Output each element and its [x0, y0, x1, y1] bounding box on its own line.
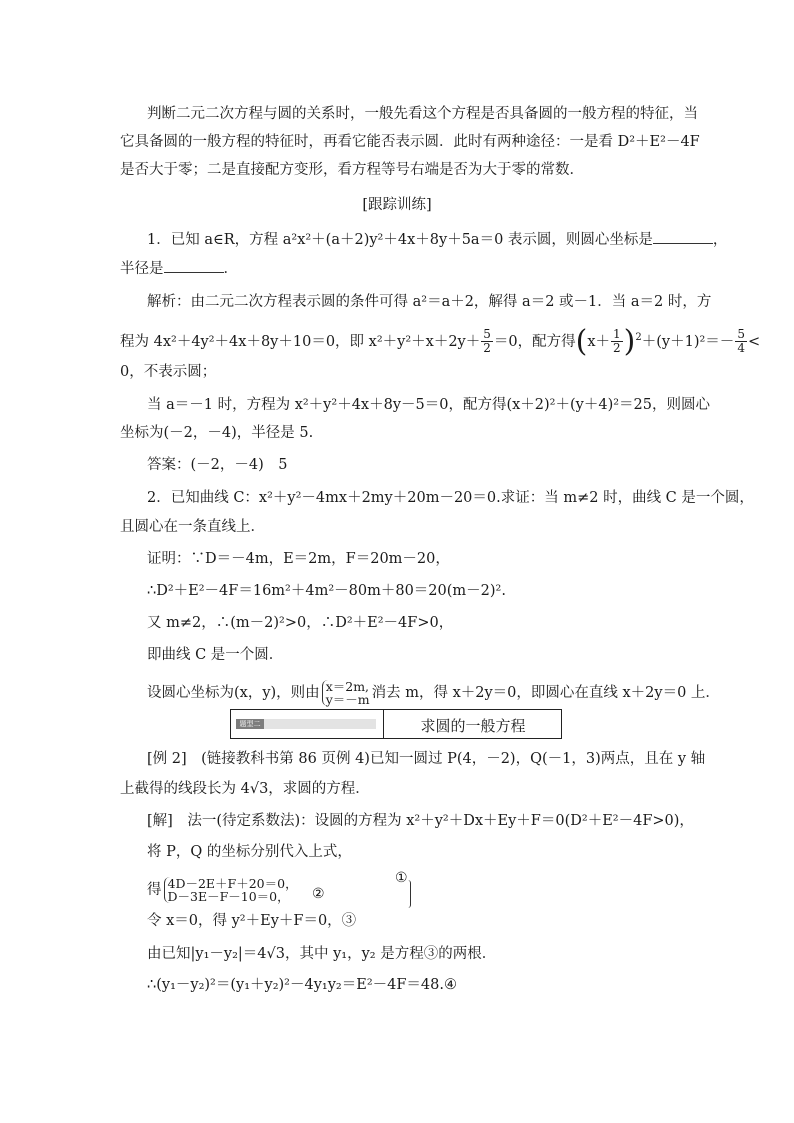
fraction-denominator: 2	[613, 341, 621, 356]
topic-header-box	[230, 709, 562, 739]
system-equation-1: 4D－2E＋F＋20＝0，	[167, 876, 298, 891]
question-1-comma: ，	[712, 232, 728, 248]
system-equation-1: x＝2m,	[325, 679, 370, 694]
proof-line-5-a: 设圆心坐标为(x，y)，则由	[147, 685, 320, 701]
example-2-line-1: [例 2] (链接教科书第 86 页例 4)已知一圆过 P(4，－2)，Q(－1，3)两点，且在 y 轴	[147, 751, 706, 767]
fraction-numerator: 1	[613, 327, 621, 342]
question-1-line-2	[120, 258, 680, 279]
fraction-denominator: 2	[483, 341, 491, 356]
solution-1-line-4: 当 a＝－1 时，方程为 x²＋y²＋4x＋8y－5＝0，配方得(x＋2)²＋(y＋4)²＝25，则圆心	[147, 397, 710, 413]
question-1-text: 1．已知 a∈R，方程 a²x²＋(a＋2)y²＋4x＋8y＋5a＝0 表示圆，则圆心坐标是	[147, 232, 653, 248]
solution-1-eq-c: x＋	[587, 333, 611, 350]
question-1-line-1	[147, 229, 728, 250]
solution-1-eq-d: ＋(y＋1)²＝－	[641, 333, 735, 350]
solution-1-eq-e: <	[747, 333, 761, 350]
system-equation-2: y＝－m	[325, 692, 370, 707]
solution-2-line-1: [解] 法一(待定系数法)：设圆的方程为 x²＋y²＋Dx＋Ey＋F＝0(D²＋E²－4F>0)，	[147, 813, 694, 829]
fraction-numerator: 5	[737, 327, 745, 342]
question-1-period: ．	[223, 261, 238, 277]
left-paren: (	[575, 323, 588, 359]
solution-1-line-5: 坐标为(－2，－4)，半径是 5.	[120, 425, 314, 441]
proof-line-2: ∴D²＋E²－4F＝16m²＋4m²－80m＋80＝20(m－2)².	[147, 583, 506, 599]
topic-tag-bar	[236, 719, 376, 729]
proof-line-4: 即曲线 C 是一个圆．	[147, 647, 284, 663]
solution-1-answer: 答案：(－2，－4) 5	[147, 457, 288, 473]
solution-2-line-5: 由已知|y₁－y₂|＝4√3，其中 y₁，y₂ 是方程③的两根．	[147, 946, 497, 962]
fraction-denominator: 4	[737, 341, 745, 356]
solution-2-line-2: 将 P，Q 的坐标分别代入上式，	[147, 844, 352, 860]
solution-1-line-2	[120, 323, 761, 359]
fraction	[611, 328, 623, 355]
question-2-line-1: 2．已知曲线 C：x²＋y²－4mx＋2my＋20m－20＝0.求证：当 m≠2 时，曲线 C 是一个圆，	[147, 490, 754, 506]
solution-1-eq-a: 程为 4x²＋4y²＋4x＋8y＋10＝0，即 x²＋y²＋x＋2y＋	[120, 333, 481, 350]
equation-marker-1: ①	[395, 870, 408, 886]
intro-line-2: 它具备圆的一般方程的特征时，再看它能否表示圆．此时有两种途径：一是看 D²＋E²－4F	[120, 134, 700, 150]
equation-system	[164, 877, 298, 903]
section-label: [跟踪训练]	[362, 197, 432, 213]
topic-tag-label: 题型二	[236, 719, 264, 729]
fraction	[481, 328, 493, 355]
right-brace	[408, 880, 411, 908]
exponent: 2	[635, 332, 642, 343]
equation-system	[322, 680, 370, 706]
proof-line-1: 证明：∵D＝－4m，E＝2m，F＝20m－20，	[147, 551, 450, 567]
topic-title: 求圆的一般方程	[420, 717, 526, 735]
proof-line-3: 又 m≠2，∴(m－2)²>0，∴D²＋E²－4F>0，	[147, 615, 454, 631]
example-2-line-2: 上截得的线段长为 4√3，求圆的方程．	[120, 781, 370, 797]
solution-1-eq-b: ＝0，配方得	[493, 333, 576, 350]
system-equation-2: D－3E－F－10＝0，	[167, 889, 290, 904]
fraction	[735, 328, 747, 355]
solution-2-prefix: 得	[147, 882, 162, 898]
solution-1-line-1: 解析：由二元二次方程表示圆的条件可得 a²＝a＋2，解得 a＝2 或－1．当 a＝2 时，方	[147, 294, 712, 310]
answer-blank	[653, 229, 713, 244]
solution-2-line-3	[147, 877, 707, 903]
proof-line-5	[147, 679, 720, 707]
proof-line-5-b: 消去 m，得 x＋2y＝0，即圆心在直线 x＋2y＝0 上．	[371, 685, 720, 701]
answer-blank	[164, 258, 224, 273]
solution-2-line-6: ∴(y₁－y₂)²＝(y₁＋y₂)²－4y₁y₂＝E²－4F＝48.④	[147, 977, 457, 993]
equation-marker-2: ②	[312, 886, 325, 902]
solution-2-line-4: 令 x＝0，得 y²＋Ey＋F＝0，③	[147, 913, 357, 929]
question-2-line-2: 且圆心在一条直线上．	[120, 519, 265, 535]
fraction-numerator: 5	[483, 327, 491, 342]
solution-1-line-3: 0，不表示圆；	[120, 364, 217, 380]
right-paren: )	[623, 323, 636, 359]
intro-line-1: 判断二元二次方程与圆的关系时，一般先看这个方程是否具备圆的一般方程的特征，当	[147, 106, 698, 122]
intro-line-3: 是否大于零；二是直接配方变形，看方程等号右端是否为大于零的常数．	[120, 162, 584, 178]
question-1-radius-text: 半径是	[120, 261, 164, 277]
